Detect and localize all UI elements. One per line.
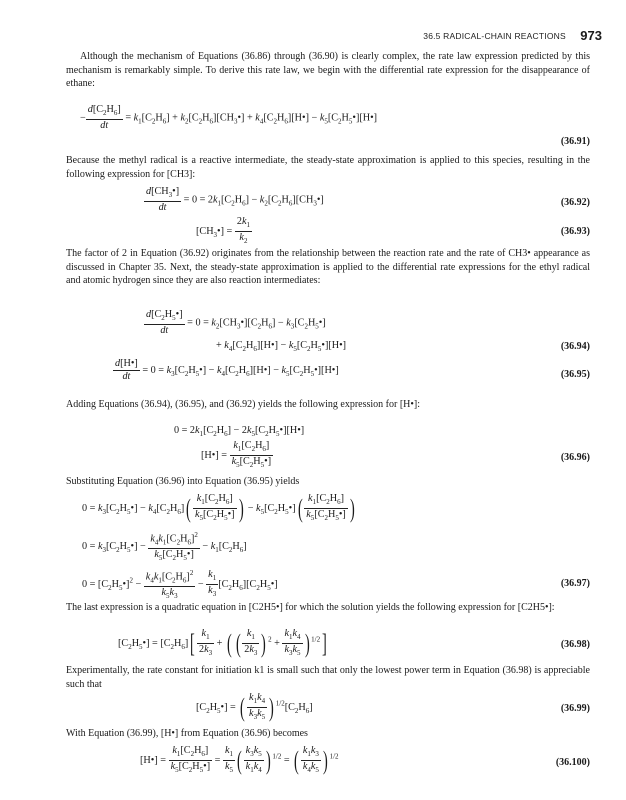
paragraph-3: The factor of 2 in Equation (36.92) originates from the relationship between the reaction rate and the rate of CH3• appearance as discussed in Chapter 35. Next, the steady-state approximation is applied to the differential rate expressions for the ethyl radical and atomic hydrogen since they are also reaction intermediates:	[66, 248, 590, 287]
equation-number-36-93: (36.93)	[560, 226, 590, 237]
equation-36-97-line-1: $0 = k_3[C_2H_5•] - k_4[C_2H_6]$( $\frac{k_1[C_2H_6]}{k_5[C_2H_5•]}$ ) − $k_5[C_2H_5•]$( $\frac{k_1[C_2H_6]}{k_5[C_2H_5•]}$ )	[82, 493, 355, 523]
equation-36-99: $[C_2H_5•]$ = ( $\frac{k_1k_4}{k_3k_5}$ ) $^{1/2}[C_2H_6]$	[196, 692, 313, 722]
running-header	[423, 27, 602, 45]
equation-36-97-line-3: $0 = [C_2H_5•]^2$ − $\frac{k_4k_1[C_2H_6]^2}{k_5k_3}$ − $\frac{k_1}{k_3}$ $[C_2H_6][C_2H_5•]$	[82, 569, 278, 601]
equation-36-96-line-1: $0 = 2k_1[C_2H_6]$ − $2k_5[C_2H_5•][H•]$	[174, 425, 305, 439]
equation-36-94-line-2: + $k_4[C_2H_6][H•]$ − $k_5[C_2H_5•][H•]$	[216, 340, 347, 354]
equation-36-97-line-2: $0 = k_3[C_2H_5•]$ − $\frac{k_4k_1[C_2H_6]^2}{k_5[C_2H_5•]}$ − $k_1[C_2H_6]$	[82, 531, 247, 563]
section-title: 36.5 RADICAL-CHAIN REACTIONS	[423, 30, 566, 41]
equation-36-91: − $\frac{d[C_2H_6]}{dt}$ = $k_1[C_2H_6]$ + $k_2[C_2H_6][CH_3•]$ + $k_4[C_2H_6][H•]$ − $k_5[C_2H_5•][H•]$	[80, 104, 378, 132]
equation-36-94-line-1: $\frac{d[C_2H_5•]}{dt}$ = $0 = k_2[CH_3•][C_2H_6]$ − $k_3[C_2H_5•]$	[146, 309, 326, 337]
equation-number-36-92: (36.92)	[560, 197, 590, 208]
equation-36-100: [H•] = $\frac{k_1[C_2H_6]}{k_5[C_2H_5•]}$ = $\frac{k_1}{k_5}$ ( $\frac{k_3k_5}{k_1k_4}$ ) $^{1/2}$ = ( $\frac{k_1k_3}{k_4k_5}$ ) $^{1/2}$	[140, 745, 339, 775]
equation-number-36-99: (36.99)	[560, 703, 590, 714]
equation-36-93: $[CH_3•]$ = $\frac{2k_1}{k_2}$	[196, 216, 250, 246]
equation-36-95: $\frac{d[H•]}{dt}$ = $0 = k_3[C_2H_5•]$ − $k_4[C_2H_6][H•]$ − $k_5[C_2H_5•][H•]$	[115, 358, 339, 382]
equation-number-36-100: (36.100)	[555, 757, 590, 768]
paragraph-2: Because the methyl radical is a reactive intermediate, the steady-state approximation is applied to this species, resulting in the following expression for [CH3]:	[66, 155, 590, 180]
page-number: 973	[580, 28, 602, 44]
equation-number-36-98: (36.98)	[560, 639, 590, 650]
equation-number-36-95: (36.95)	[560, 369, 590, 380]
paragraph-8: With Equation (36.99), [H•] from Equation (36.96) becomes	[66, 728, 308, 739]
equation-36-98: $[C_2H_5•] = [C_2H_6]$[ $\frac{k_1}{2k_3}$ + ( ( $\frac{k_1}{2k_3}$ ) $^2$ + $\frac{k_1k_4}{k_3k_5}$ ) $^{1/2}$]	[118, 628, 327, 658]
equation-36-96-line-2: [H•] = $\frac{k_1[C_2H_6]}{k_5[C_2H_5•]}$	[201, 440, 272, 470]
equation-number-36-97: (36.97)	[560, 578, 590, 589]
paragraph-1: Although the mechanism of Equations (36.86) through (36.90) is clearly complex, the rate law expression predicted by this mechanism is remarkably simple. To derive this rate law, we begin with the differential rate expression for the disappearance of ethane:	[66, 51, 590, 90]
equation-number-36-94: (36.94)	[560, 341, 590, 352]
equation-36-92: $\frac{d[CH_3•]}{dt}$ = $0 = 2k_1[C_2H_6]$ − $k_2[C_2H_6][CH_3•]$	[146, 186, 324, 214]
paragraph-6: The last expression is a quadratic equation in [C2H5•] for which the solution yields the following expression for [C2H5•]:	[66, 602, 555, 613]
paragraph-7: Experimentally, the rate constant for initiation k1 is small such that only the lowest power term in Equation (36.98) is appreciable such that	[66, 665, 590, 690]
equation-number-36-96: (36.96)	[560, 452, 590, 463]
paragraph-5: Substituting Equation (36.96) into Equation (36.95) yields	[66, 476, 300, 487]
equation-number-36-91: (36.91)	[560, 136, 590, 147]
paragraph-4: Adding Equations (36.94), (36.95), and (36.92) yields the following expression for [H•]:	[66, 399, 420, 410]
